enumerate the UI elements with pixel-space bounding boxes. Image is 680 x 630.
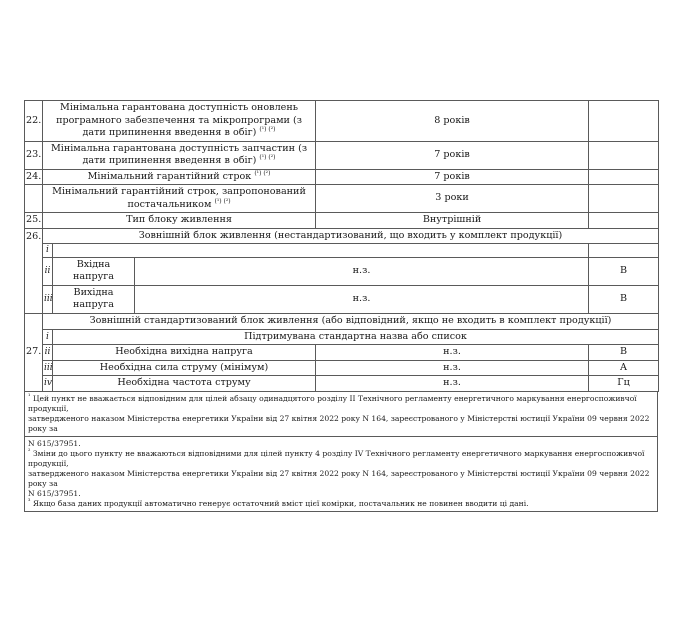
sub-index: i [43,329,53,345]
row-value: 7 років [316,169,589,185]
row-number: 24. [25,169,43,185]
row-unit [589,101,659,142]
row-number: 26. [25,228,43,313]
product-info-table [24,100,659,392]
table-row [25,360,659,376]
row-number: 27. [25,313,43,391]
row-label: Мінімальний гарантійний строк, запропонований постачальником $^{(^1) (^2)}$ [43,185,316,213]
row-value: н.з. [135,257,589,285]
table-row [25,185,659,213]
table-row [25,213,659,229]
table-row [25,376,659,392]
row-unit [589,169,659,185]
table-row [25,169,659,185]
row-unit: В [589,345,659,361]
row-value: н.з. [316,376,589,392]
row-value: 3 роки [316,185,589,213]
row-value: Внутрішній [316,213,589,229]
row-value: н.з. [316,345,589,361]
row-label: Необхідна частота струму [53,376,316,392]
row-label: Мінімальна гарантована доступність оновлень програмного забезпечення та мікропрограми (з дати припинення введення в обіг) $^{(^1) (^2)}$ [43,101,316,142]
row-unit [589,213,659,229]
row-unit: Гц [589,376,659,392]
table-row [25,101,659,142]
section-header: Зовнішній стандартизований блок живлення (або відповідний, якщо не входить в комплект продукції) [43,313,659,329]
footnote-1: $^{^1}$ Цей пункт не вважається відповідним для цілей абзацу одинадцятого розділу II Технічного регламенту енергетичного маркування енергоспоживчої продукції, затвердженого наказом Міністерства енергетики України від 27 квітня 2022 року N 164, зареєстрованого у Міністерстві юстиції України 09 червня 2022 року за [28,392,650,433]
row-unit [589,185,659,213]
section-header: Зовнішній блок живлення (нестандартизований, що входить у комплект продукції) [43,228,659,244]
row-unit: В [589,285,659,313]
sub-index: i [43,244,53,258]
row-unit [589,244,659,258]
row-value: н.з. [316,360,589,376]
row-unit [589,141,659,169]
table-row [25,329,659,345]
table-row [25,228,659,244]
sub-index: iii [43,285,53,313]
row-label: Необхідна вихідна напруга [53,345,316,361]
table-row [25,244,659,258]
sub-index: ii [43,345,53,361]
row-value: 8 років [316,101,589,142]
row-value: н.з. [135,285,589,313]
row-label: Необхідна сила струму (мінімум) [53,360,316,376]
sub-index: iii [43,360,53,376]
row-number: 23. [25,141,43,169]
row-label: Тип блоку живлення [43,213,316,229]
table-row [25,285,659,313]
row-unit: А [589,360,659,376]
row-unit: В [589,257,659,285]
table-row [25,257,659,285]
row-value: 7 років [316,141,589,169]
row-number: 25. [25,213,43,229]
table-row [25,313,659,329]
table-row [25,345,659,361]
footnote-1-continued: N 615/37951. $^{^2}$ Зміни до цього пункту не вважаються відповідними для цілей пункту 4 розділу IV Технічного регламенту енергетичного маркування енергоспоживчої продукції, затвердженого наказом Міністерства енергетики України від 27 квітня 2022 року N 164, зареєстрованого у Міністерстві юстиції України 09 червня 2022 року за N 615/37951. $^{^3}$ Якщо база даних продукції автоматично генерує остаточний вміст цієї комірки, постачальник не повинен вводити ці дані. [25,436,657,511]
sub-index: ii [43,257,53,285]
sub-index: iv [43,376,53,392]
row-label [53,244,589,258]
row-number: 22. [25,101,43,142]
document-page [24,100,658,512]
row-label: Мінімальна гарантована доступність запчастин (з дати припинення введення в обіг) $^{(^1) (^2)}$ [43,141,316,169]
row-number [25,185,43,213]
table-row [25,141,659,169]
row-label: Вихідна напруга [53,285,135,313]
row-label: Мінімальний гарантійний строк $^{(^1) (^2)}$ [43,169,316,185]
row-label: Вхідна напруга [53,257,135,285]
row-label: Підтримувана стандартна назва або список [53,329,659,345]
footnotes [24,392,658,512]
